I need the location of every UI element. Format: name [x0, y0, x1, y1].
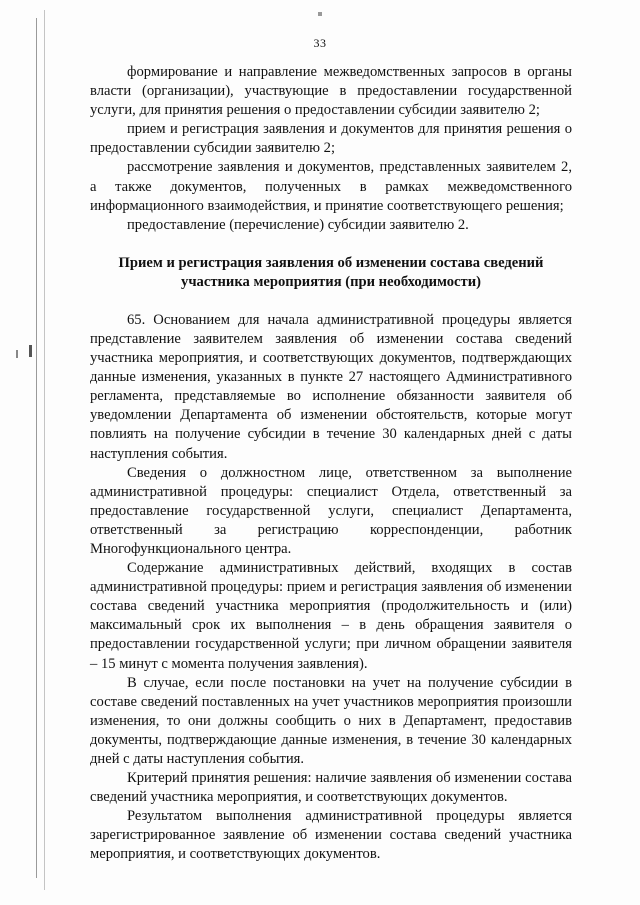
scan-artifact-line: [44, 10, 45, 890]
paragraph: формирование и направление межведомственных запросов в органы власти (организации), участвующие в предоставлении государственной услуги, для принятия решения о предоставлении субсидии заявителю 2;: [90, 64, 572, 119]
scan-artifact-mark: [29, 345, 32, 357]
paragraph: В случае, если после постановки на учет на получение субсидии в составе сведений поставленных на учет участников мероприятия произошли изменения, то они должны сообщить о них в Департамент, предоставив документы, подтверждающие данные изменения, в течение 30 календарных дней с даты наступления события.: [90, 674, 572, 767]
paragraph: Критерий принятия решения: наличие заявления об изменении состава сведений участника мероприятия, и соответствующих документов.: [90, 770, 572, 806]
section-heading-line-1: Прием и регистрация заявления об изменении состава сведений: [118, 254, 544, 271]
scan-artifact-line: [36, 18, 37, 878]
section-heading-line-2: участника мероприятия (при необходимости): [181, 273, 481, 290]
paragraph: Сведения о должностном лице, ответственном за выполнение административной процедуры: специалист Отдела, ответственный за предоставление государственной услуги, специалист Департамента, ответственный за регистрацию корреспонденции, работник Многофункционального центра.: [90, 464, 572, 557]
paragraph: Результатом выполнения административной процедуры является зарегистрированное заявление об изменении состава сведений участника мероприятия, и соответствующих документов.: [90, 808, 572, 863]
paragraph: рассмотрение заявления и документов, представленных заявителем 2, а также документов, полученных в рамках межведомственного информационного взаимодействия, и принятие соответствующего решения;: [90, 159, 572, 214]
document-body: [90, 63, 572, 865]
paragraph: предоставление (перечисление) субсидии заявителю 2.: [127, 216, 469, 233]
scan-artifact-mark: [318, 12, 322, 16]
section-heading: [90, 254, 572, 292]
paragraph: прием и регистрация заявления и документов для принятия решения о предоставлении субсидии заявителю 2;: [90, 121, 572, 157]
scan-artifact-mark: [16, 350, 18, 358]
paragraph: 65. Основанием для начала административной процедуры является представление заявителем заявления об изменении состава сведений участника мероприятия, и соответствующих документов, подтверждающих данные изменения, указанных в пункте 27 настоящего Административного регламента, представляемые во исполнение обязанности заявителя об уведомлении Департамента об изменении обстоятельств, которые могут повлиять на получение субсидии в течение 30 календарных дней с даты наступления события.: [90, 311, 572, 462]
paragraph: Содержание административных действий, входящих в состав административной процедуры: прием и регистрация заявления об изменении состава сведений участника мероприятия (продолжительность и (или) максимальный срок их выполнения – в день обращения заявителя о предоставлении государственной услуги; при личном обращении заявителя – 15 минут с момента получения заявления).: [90, 560, 572, 672]
page-number: 33: [313, 36, 327, 50]
